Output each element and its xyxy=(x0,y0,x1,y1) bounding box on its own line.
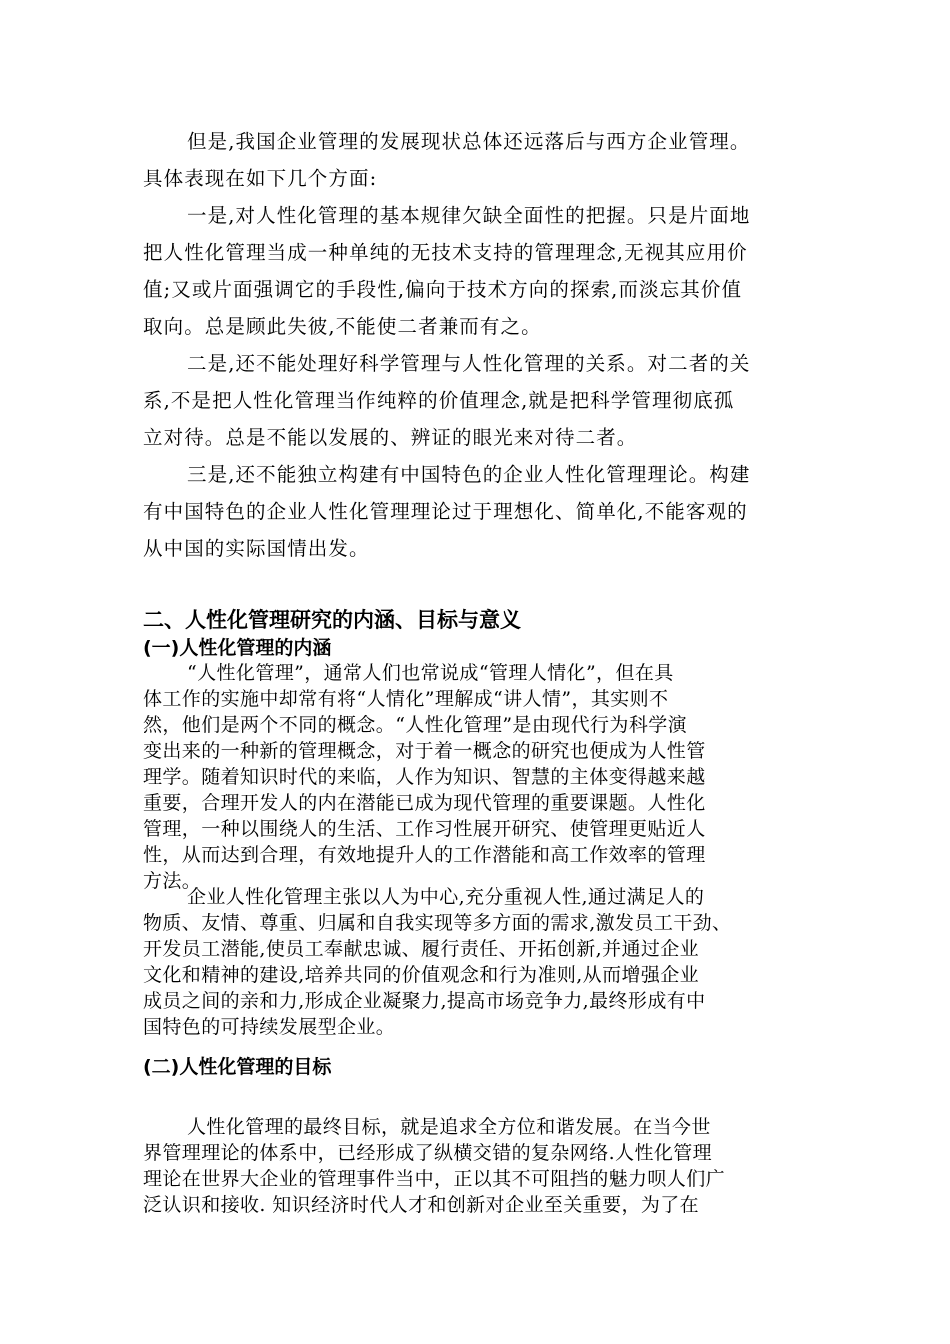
text-line: 把人性化管理当成一种单纯的无技术支持的管理理念,无视其应用价 xyxy=(143,241,748,264)
text-line: 然，他们是两个不同的概念。“人性化管理”是由现代行为科学演 xyxy=(143,714,688,736)
text-line: 重要，合理开发人的内在潜能已成为现代管理的重要课题。人性化 xyxy=(143,792,706,814)
text-line: 性，从而达到合理，有效地提升人的工作潜能和高工作效率的管理 xyxy=(143,844,706,866)
text-line: 系,不是把人性化管理当作纯粹的价值理念,就是把科学管理彻底孤 xyxy=(143,389,735,412)
text-line: 企业人性化管理主张以人为中心,充分重视人性,通过满足人的 xyxy=(187,886,705,908)
text-line: 三是,还不能独立构建有中国特色的企业人性化管理理论。构建 xyxy=(187,463,751,486)
text-line: 理学。随着知识时代的来临，人作为知识、智慧的主体变得越来越 xyxy=(143,766,706,788)
text-line: 二是,还不能处理好科学管理与人性化管理的关系。对二者的关 xyxy=(187,352,751,375)
text-line: 成员之间的亲和力,形成企业凝聚力,提高市场竞争力,最终形成有中 xyxy=(143,990,706,1012)
text-line: 具体表现在如下几个方面: xyxy=(143,167,378,190)
text-line: 有中国特色的企业人性化管理理论过于理想化、简单化,不能客观的 xyxy=(143,500,748,523)
text-line: 泛认识和接收. 知识经济时代人才和创新对企业至关重要，为了在 xyxy=(143,1194,700,1216)
text-line: 管理，一种以围绕人的生活、工作习性展开研究、使管理更贴近人 xyxy=(143,818,706,840)
text-line: 值;又或片面强调它的手段性,偏向于技术方向的探索,而淡忘其价值 xyxy=(143,278,743,301)
text-line: 一是,对人性化管理的基本规律欠缺全面性的把握。只是片面地 xyxy=(187,204,751,227)
text-line: 取向。总是顾此失彼,不能使二者兼而有之。 xyxy=(143,315,542,338)
subsection-heading-connotation: (一)人性化管理的内涵 xyxy=(143,637,332,659)
text-line: 人性化管理的最终目标，就是追求全方位和谐发展。在当今世 xyxy=(187,1116,711,1138)
subsection-heading-goal: (二)人性化管理的目标 xyxy=(143,1056,332,1078)
text-line: 国特色的可持续发展型企业。 xyxy=(143,1016,396,1038)
text-line: 物质、友情、尊重、归属和自我实现等多方面的需求,激发员工干劲、 xyxy=(143,912,732,934)
text-line: 但是,我国企业管理的发展现状总体还远落后与西方企业管理。 xyxy=(187,130,751,153)
text-line: 理论在世界大企业的管理事件当中，正以其不可阻挡的魅力呗人们广 xyxy=(143,1168,726,1190)
section-heading: 二、人性化管理研究的内涵、目标与意义 xyxy=(143,608,521,632)
text-line: 界管理理论的体系中，已经形成了纵横交错的复杂网络.人性化管理 xyxy=(143,1142,713,1164)
text-line: 开发员工潜能,使员工奉献忠诚、履行责任、开拓创新,并通过企业 xyxy=(143,938,700,960)
text-line: “人性化管理”，通常人们也常说成“管理人情化”，但在具 xyxy=(187,662,674,684)
text-line: 从中国的实际国情出发。 xyxy=(143,537,370,560)
text-line: 方法。 xyxy=(143,870,202,892)
text-line: 立对待。总是不能以发展的、辨证的眼光来对待二者。 xyxy=(143,426,638,449)
text-line: 体工作的实施中却常有将“人情化”理解成“讲人情”，其实则不 xyxy=(143,688,669,710)
text-line: 文化和精神的建设,培养共同的价值观念和行为准则,从而增强企业 xyxy=(143,964,700,986)
text-line: 变出来的一种新的管理概念，对于着一概念的研究也便成为人性管 xyxy=(143,740,706,762)
